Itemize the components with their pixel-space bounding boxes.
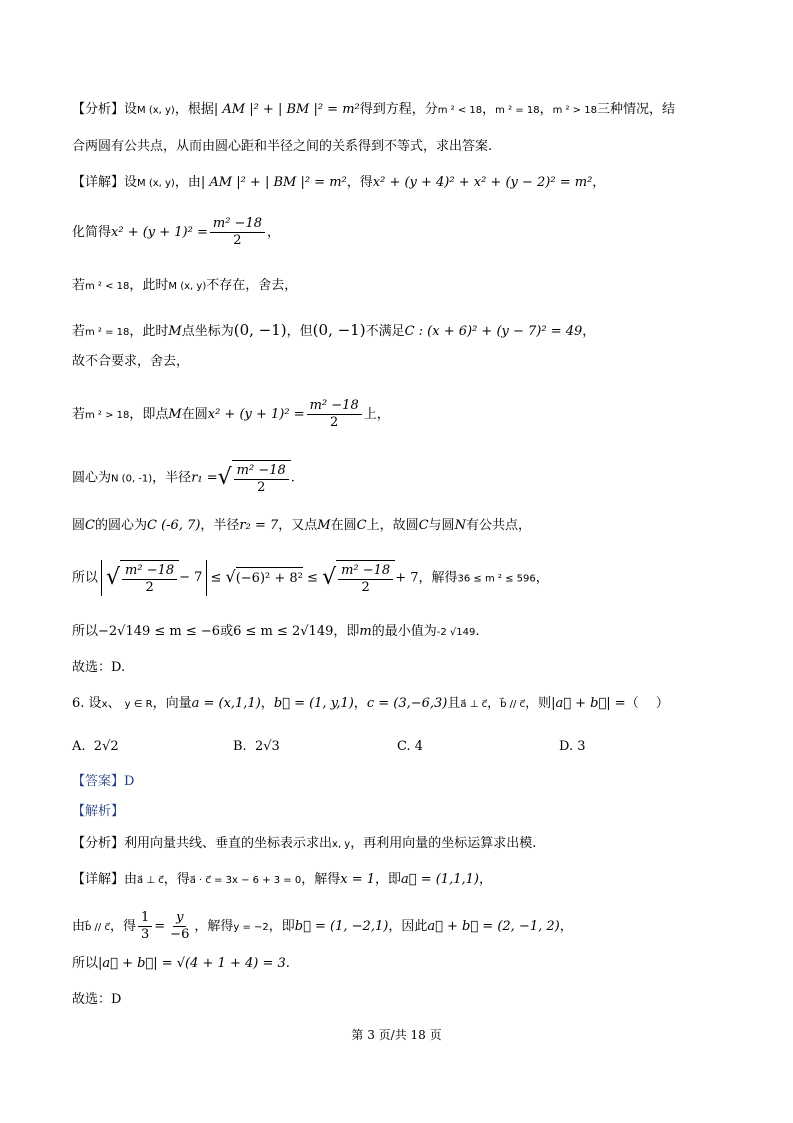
absolute-value: √ $\frac{\text{m² −18}}{2}$ − 7 (101, 560, 207, 596)
page-footer: 第 3 页/共 18 页 (351, 1028, 442, 1042)
answer-2-line: 故选：D (72, 992, 122, 1007)
question-6-line: 6. 设x、 y ∈ R，向量a = (x,1,1)，b⃗ = (1, y,1)，c = (3,−6,3)且a⃗ ⊥ c⃗，b⃗ // c⃗，则|a⃗ + b⃗| =（ ） (72, 696, 669, 711)
answer-1-line: 故选：D. (72, 660, 126, 675)
detail-3-line: 由b⃗ // c⃗，得 $\frac{1}{3}$ = $\frac{y}{-6}$ ，解得y = −2，即b⃗ = (1, −2,1)，因此a⃗ + b⃗ = (2, −1, 2)， (72, 910, 573, 942)
sqrt: √ $\frac{\text{m² −18}}{2}$ (218, 460, 291, 496)
detail-4-line: 所以|a⃗ + b⃗| = √(4 + 1 + 4) = 3. (72, 956, 290, 971)
analysis-2-line: 【分析】利用向量共线、垂直的坐标表示求出x, y，再利用向量的坐标运算求出模. (72, 836, 537, 851)
fraction: $\frac{\text{m² −18}}{2}$ (210, 216, 265, 249)
question-number: 6. (72, 696, 85, 711)
simplify-line: 化简得x² + (y + 1)² = $\frac{\text{m² −18}}{2}$ ， (72, 216, 280, 248)
case-2-note: 故不合要求，舍去， (72, 354, 190, 369)
answer-tag-line: 【答案】D (72, 774, 135, 789)
option-c: C. 4 (397, 739, 424, 754)
analysis-line-2: 合两圆有公共点，从而由圆心距和半径之间的关系得到不等式，求出答案. (72, 139, 493, 154)
option-a: A. 2√2 (72, 739, 119, 754)
jiexi-tag-line: 【解析】 (72, 804, 125, 819)
fraction: $\frac{\text{m² −18}}{2}$ (307, 398, 362, 431)
center-line: 圆心为N (0, -1)，半径r₁ = √ $\frac{\text{m² −18}}{2}$ . (72, 460, 295, 496)
analysis-line-1: 【分析】设M (x, y)，根据| AM |² + | BM |² = m²得到方程，分m ² < 18，m ² = 18，m ² > 18三种情况，结 (72, 102, 675, 117)
case-3-line: 若m ² > 18，即点M在圆x² + (y + 1)² = $\frac{\text{m² −18}}{2}$ 上， (72, 398, 390, 430)
detail-line-1: 【详解】设M (x, y)，由| AM |² + | BM |² = m²，得x² + (y + 4)² + x² + (y − 2)² = m²， (72, 175, 606, 190)
inequality-line: 所以 √ $\frac{\text{m² −18}}{2}$ − 7 ≤ √ (−6)² + 8² ≤ √ $\frac{\text{m² −18}}{2}$ + 7，解得36 ≤ m ² ≤ 596， (72, 560, 549, 596)
analysis-tag: 【分析】 (72, 102, 125, 117)
option-d: D. 3 (559, 739, 586, 754)
range-line: 所以−2√149 ≤ m ≤ −6或6 ≤ m ≤ 2√149，即m的最小值为-2 √149. (72, 624, 480, 639)
option-b: B. 2√3 (233, 739, 280, 754)
case-2-line: 若m ² = 18，此时M点坐标为(0, −1)，但(0, −1)不满足C : (x + 6)² + (y − 7)² = 49， (72, 321, 596, 339)
detail-tag: 【详解】 (72, 175, 125, 190)
circle-line: 圆C的圆心为C (-6, 7)，半径r₂ = 7，又点M在圆C上，故圆C与圆N有公共点， (72, 518, 531, 533)
detail-2-line: 【详解】由a⃗ ⊥ c⃗，得a⃗ · c⃗ = 3x − 6 + 3 = 0，解得x = 1，即a⃗ = (1,1,1)， (72, 872, 492, 887)
case-1-line: 若m ² < 18，此时M (x, y)不存在，舍去， (72, 278, 298, 293)
